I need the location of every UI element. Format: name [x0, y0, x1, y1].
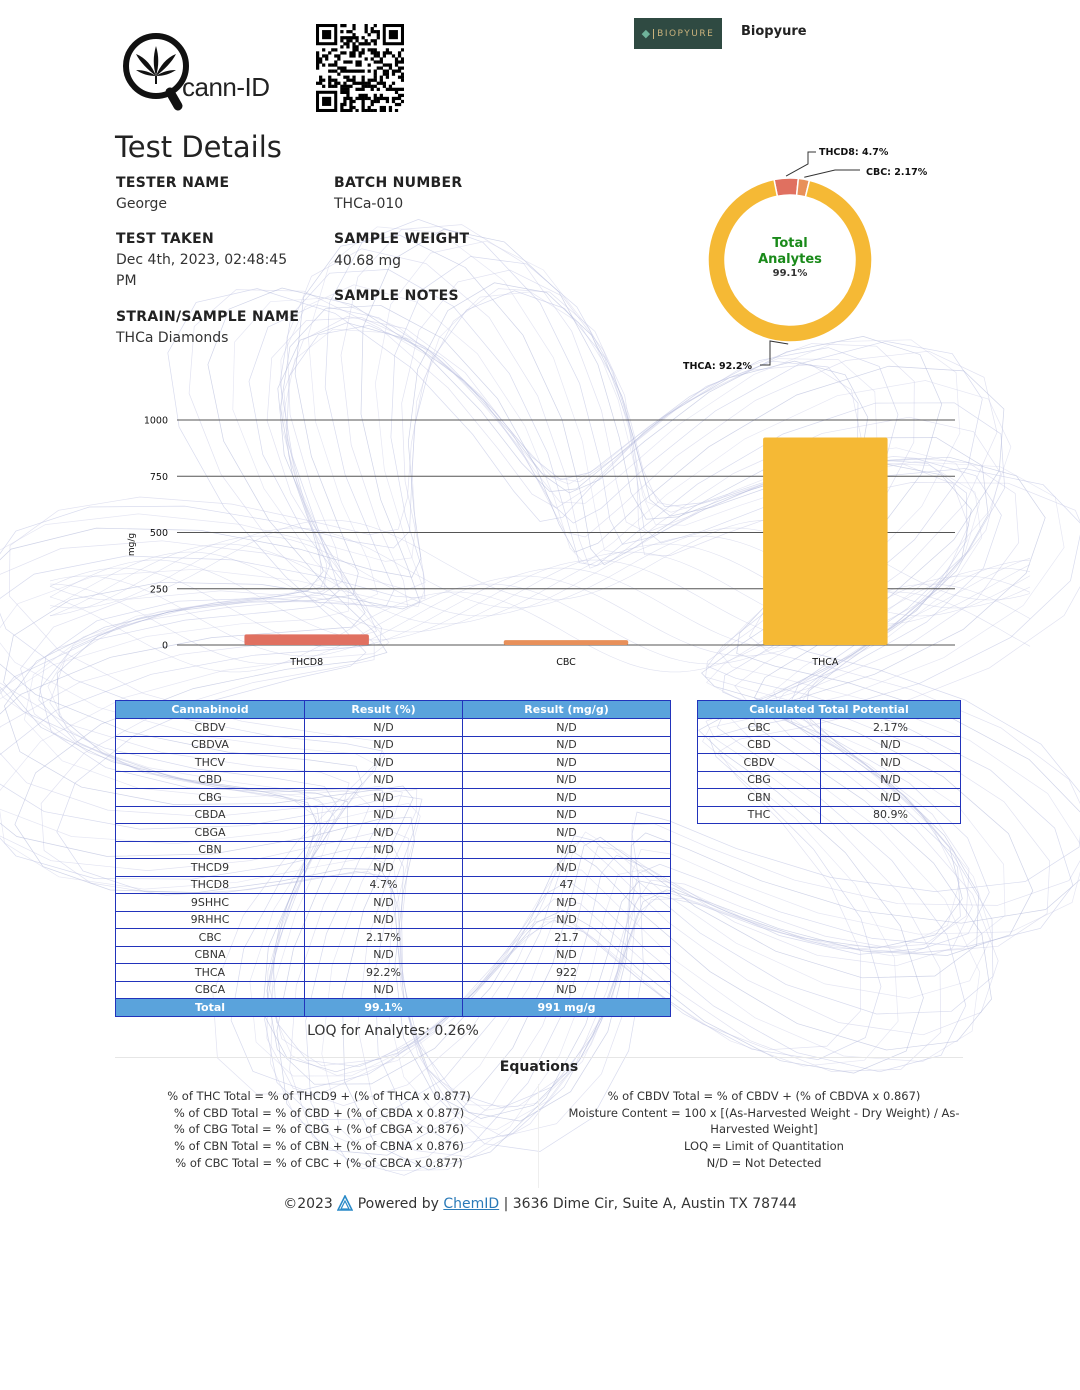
col-header-result-mgg: Result (mg/g) — [463, 701, 671, 719]
cannabinoid-cell: THCD9 — [116, 859, 305, 877]
brand-name: Biopyure — [741, 24, 807, 39]
equations-column-divider — [538, 1084, 539, 1188]
table-row — [116, 894, 671, 912]
result-percent-cell: N/D — [305, 789, 463, 807]
y-tick-label: 750 — [149, 471, 168, 483]
donut-center-label: Analytes — [758, 252, 822, 267]
equation-line: % of THC Total = % of THCD9 + (% of THCA x 0.877) — [167, 1089, 471, 1103]
table-row — [116, 789, 671, 807]
potential-row — [698, 789, 961, 807]
footer-copyright: ©2023 — [283, 1196, 333, 1212]
result-percent-cell: N/D — [305, 824, 463, 842]
table-row — [116, 981, 671, 999]
logo-text: cann-ID — [182, 72, 270, 102]
cannabinoid-cell: CBNA — [116, 946, 305, 964]
table-row — [116, 876, 671, 894]
result-percent-cell: N/D — [305, 841, 463, 859]
donut-leader-2 — [760, 341, 788, 365]
cannabinoid-cell: THCA — [116, 964, 305, 982]
result-mgg-cell: N/D — [463, 859, 671, 877]
potential-row — [698, 806, 961, 824]
donut-label-2: THCA: 92.2% — [683, 361, 752, 372]
result-percent-cell: N/D — [305, 911, 463, 929]
strain-label: STRAIN/SAMPLE NAME — [116, 309, 300, 325]
results-table — [115, 700, 671, 1017]
leaf-icon: ◆ — [641, 27, 651, 40]
result-mgg-cell: N/D — [463, 789, 671, 807]
cannabinoid-cell: CBD — [116, 771, 305, 789]
equation-line: Moisture Content = 100 x [(As-Harvested Weight - Dry Weight) / As-Harvested Weight] — [568, 1105, 960, 1137]
potential-row — [698, 719, 961, 737]
chemid-logo-icon — [337, 1195, 353, 1211]
loq-text: LOQ for Analytes: 0.26% — [307, 1023, 479, 1039]
result-mgg-cell: 21.7 — [463, 929, 671, 947]
result-mgg-cell: N/D — [463, 771, 671, 789]
result-mgg-cell: N/D — [463, 911, 671, 929]
sample-weight-label: SAMPLE WEIGHT — [334, 231, 470, 247]
potential-header: Calculated Total Potential — [698, 701, 961, 719]
result-percent-cell: N/D — [305, 736, 463, 754]
potential-name-cell: THC — [698, 806, 821, 824]
x-tick-label: CBC — [556, 657, 576, 668]
page-title: Test Details — [115, 130, 282, 164]
equations-left — [120, 1088, 518, 1172]
result-mgg-cell: N/D — [463, 736, 671, 754]
result-mgg-cell: N/D — [463, 894, 671, 912]
batch-number-label: BATCH NUMBER — [334, 175, 463, 191]
cannabinoid-cell: CBN — [116, 841, 305, 859]
y-tick-label: 250 — [149, 584, 168, 596]
y-axis-label: mg/g — [127, 532, 137, 557]
donut-leader-0 — [786, 152, 816, 176]
total-label: Total — [116, 999, 305, 1017]
result-mgg-cell: N/D — [463, 719, 671, 737]
table-row — [116, 736, 671, 754]
donut-center-label: Total — [772, 236, 808, 251]
chemid-link[interactable]: ChemID — [443, 1196, 500, 1212]
test-taken-value: Dec 4th, 2023, 02:48:45 PM — [116, 252, 288, 289]
result-percent-cell: N/D — [305, 719, 463, 737]
cannabinoid-cell: CBDVA — [116, 736, 305, 754]
result-percent-cell: N/D — [305, 859, 463, 877]
bar-thca — [763, 438, 887, 645]
potential-value-cell: N/D — [821, 736, 961, 754]
equation-line: % of CBG Total = % of CBG + (% of CBGA x 0.876) — [173, 1122, 465, 1137]
total-mgg: 991 mg/g — [463, 999, 671, 1017]
result-mgg-cell: N/D — [463, 754, 671, 772]
potential-value-cell: 2.17% — [821, 719, 961, 737]
table-row — [116, 929, 671, 947]
equation-line: % of CBD Total = % of CBD + (% of CBDA x 0.877) — [173, 1105, 465, 1120]
sample-notes-label: SAMPLE NOTES — [334, 288, 459, 304]
table-row — [116, 911, 671, 929]
cannabinoid-cell: CBC — [116, 929, 305, 947]
result-mgg-cell: N/D — [463, 981, 671, 999]
table-row — [116, 806, 671, 824]
equation-line: % of CBDV Total = % of CBDV + (% of CBDVA x 0.867) — [607, 1089, 921, 1103]
tester-name-value: George — [116, 196, 168, 212]
donut-slice-0 — [774, 178, 798, 196]
equation-line: % of CBN Total = % of CBN + (% of CBNA x 0.876) — [174, 1139, 464, 1154]
footer-powered-by: Powered by — [357, 1196, 439, 1212]
equation-line: N/D = Not Detected — [706, 1155, 822, 1170]
result-percent-cell: N/D — [305, 981, 463, 999]
table-row — [116, 824, 671, 842]
cann-id-logo — [118, 26, 288, 116]
col-header-result-percent: Result (%) — [305, 701, 463, 719]
cannabinoid-cell: CBDA — [116, 806, 305, 824]
table-row — [116, 841, 671, 859]
table-row — [116, 754, 671, 772]
table-row — [116, 859, 671, 877]
footer — [0, 1195, 1080, 1212]
col-header-cannabinoid: Cannabinoid — [116, 701, 305, 719]
result-mgg-cell: N/D — [463, 824, 671, 842]
potential-value-cell: N/D — [821, 771, 961, 789]
donut-center-value: 99.1% — [772, 268, 808, 279]
footer-address: | 3636 Dime Cir, Suite A, Austin TX 78744 — [503, 1196, 797, 1212]
potential-name-cell: CBDV — [698, 754, 821, 772]
potential-name-cell: CBC — [698, 719, 821, 737]
bar-thcd8 — [244, 634, 368, 645]
cannabinoid-cell: THCV — [116, 754, 305, 772]
result-percent-cell: N/D — [305, 806, 463, 824]
cannabinoid-cell: 9RHHC — [116, 911, 305, 929]
result-percent-cell: N/D — [305, 946, 463, 964]
total-percent: 99.1% — [305, 999, 463, 1017]
cannabinoid-cell: 9SHHC — [116, 894, 305, 912]
result-mgg-cell: N/D — [463, 946, 671, 964]
result-mgg-cell: N/D — [463, 841, 671, 859]
result-percent-cell: N/D — [305, 754, 463, 772]
cannabinoid-cell: CBGA — [116, 824, 305, 842]
equation-line: % of CBC Total = % of CBC + (% of CBCA x 0.877) — [175, 1155, 463, 1170]
potential-name-cell: CBD — [698, 736, 821, 754]
table-row — [116, 771, 671, 789]
cannabinoid-bar-chart — [120, 405, 970, 680]
potential-value-cell: 80.9% — [821, 806, 961, 824]
potential-row — [698, 754, 961, 772]
qr-code[interactable] — [316, 24, 404, 112]
brand-logo: ◆ BIOPYURE — [634, 18, 722, 49]
results-header-row — [116, 701, 671, 719]
analytes-donut-chart — [660, 140, 960, 380]
potential-table — [697, 700, 961, 824]
y-tick-label: 0 — [161, 640, 168, 652]
donut-label-1: CBC: 2.17% — [866, 167, 928, 178]
potential-value-cell: N/D — [821, 789, 961, 807]
cannabinoid-cell: CBCA — [116, 981, 305, 999]
test-taken-label: TEST TAKEN — [116, 231, 215, 247]
result-percent-cell: 2.17% — [305, 929, 463, 947]
potential-row — [698, 736, 961, 754]
batch-number-value: THCa-010 — [334, 196, 404, 212]
result-percent-cell: 92.2% — [305, 964, 463, 982]
table-row — [116, 946, 671, 964]
table-row — [116, 964, 671, 982]
bar-cbc — [504, 640, 628, 645]
equation-line: LOQ = Limit of Quantitation — [684, 1139, 844, 1154]
result-percent-cell: N/D — [305, 894, 463, 912]
equations-divider — [115, 1057, 963, 1058]
result-mgg-cell: N/D — [463, 806, 671, 824]
donut-label-0: THCD8: 4.7% — [819, 147, 889, 158]
cannabinoid-cell: CBDV — [116, 719, 305, 737]
equations-title: Equations — [499, 1059, 579, 1075]
potential-header-row — [698, 701, 961, 719]
potential-name-cell: CBG — [698, 771, 821, 789]
potential-name-cell: CBN — [698, 789, 821, 807]
tester-name-label: TESTER NAME — [116, 175, 230, 191]
x-tick-label: THCD8 — [290, 657, 324, 668]
y-tick-label: 1000 — [143, 415, 168, 427]
table-row — [116, 719, 671, 737]
strain-value: THCa Diamonds — [116, 330, 229, 346]
result-mgg-cell: 922 — [463, 964, 671, 982]
result-percent-cell: N/D — [305, 771, 463, 789]
total-row — [116, 999, 671, 1017]
potential-row — [698, 771, 961, 789]
x-tick-label: THCA — [812, 657, 839, 668]
potential-value-cell: N/D — [821, 754, 961, 772]
cannabinoid-cell: THCD8 — [116, 876, 305, 894]
result-percent-cell: 4.7% — [305, 876, 463, 894]
equations-right — [566, 1088, 962, 1172]
y-tick-label: 500 — [149, 528, 168, 539]
result-mgg-cell: 47 — [463, 876, 671, 894]
sample-weight-value: 40.68 mg — [334, 253, 402, 269]
cannabinoid-cell: CBG — [116, 789, 305, 807]
donut-leader-1 — [804, 170, 860, 177]
